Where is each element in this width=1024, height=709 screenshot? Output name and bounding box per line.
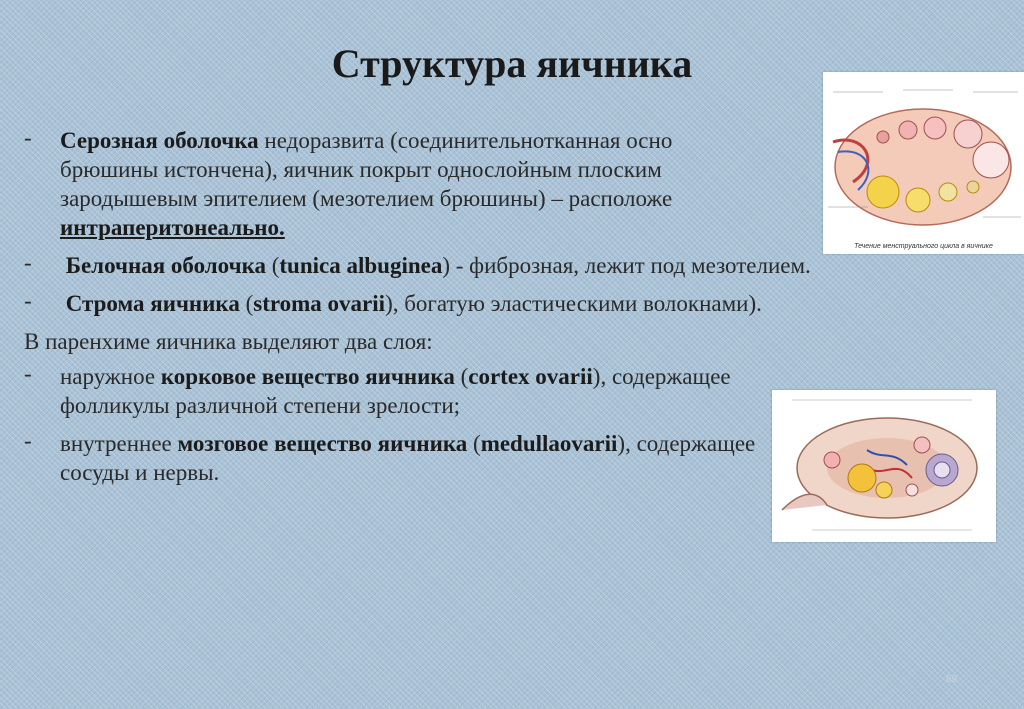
list-item-serosa <box>24 126 824 242</box>
term-serosa: Серозная оболочка <box>60 128 259 153</box>
bullet-dash: - <box>24 428 32 453</box>
ovary-structure-illustration <box>772 390 996 542</box>
text: ( <box>467 431 481 456</box>
ovary-structure-figure <box>772 390 996 542</box>
figure-caption: Течение менструального цикла в яичнике <box>854 243 993 250</box>
latin-term: stroma ovarii <box>253 291 386 316</box>
term-albuginea: Белочная оболочка <box>65 253 266 278</box>
text: ( <box>265 253 280 278</box>
text: внутреннее <box>60 431 178 456</box>
latin-term: medullaovarii <box>480 431 618 456</box>
text: недоразвита (соединительнотканная осно <box>258 128 673 153</box>
text: зародышевым эпителием (мезотелием брюшины) – расположе <box>60 186 673 211</box>
bullet-dash: - <box>24 361 32 386</box>
bullet-dash: - <box>24 288 32 313</box>
text: ( <box>454 364 469 389</box>
ovary-cycle-illustration <box>823 72 1024 254</box>
bullet-dash: - <box>24 125 32 150</box>
text: наружное <box>60 364 161 389</box>
text: ( <box>239 291 254 316</box>
term-medulla: мозговое вещество яичника <box>177 431 468 456</box>
latin-term: cortex ovarii <box>468 364 593 389</box>
list-item-stroma <box>24 289 824 318</box>
list-item-albuginea <box>24 251 824 280</box>
text: ), богатую эластическими волокнами). <box>385 291 762 316</box>
ovary-cycle-figure <box>823 72 1024 254</box>
text: ) - фиброзная, лежит под мезотелием. <box>442 253 811 278</box>
term-stroma: Строма яичника <box>65 291 240 316</box>
paragraph-layers: В паренхиме яичника выделяют два слоя: <box>24 329 433 354</box>
term-intraperitoneal: интраперитонеально. <box>60 215 285 240</box>
term-cortex: корковое вещество яичника <box>160 364 455 389</box>
text: ), содержащее сосуды и нервы. <box>60 431 756 485</box>
page-number: 69 <box>946 674 958 685</box>
text: ), содержащее фолликулы различной степени зрелости; <box>60 364 731 418</box>
bullet-dash: - <box>24 250 32 275</box>
text: брюшины истончена), яичник покрыт однослойным плоским <box>60 157 662 182</box>
list-item-cortex <box>24 362 760 420</box>
latin-term: tunica albuginea <box>279 253 443 278</box>
slide-title: Структура яичника <box>331 41 693 86</box>
list-item-medulla <box>24 429 760 487</box>
slide-body <box>24 126 824 496</box>
